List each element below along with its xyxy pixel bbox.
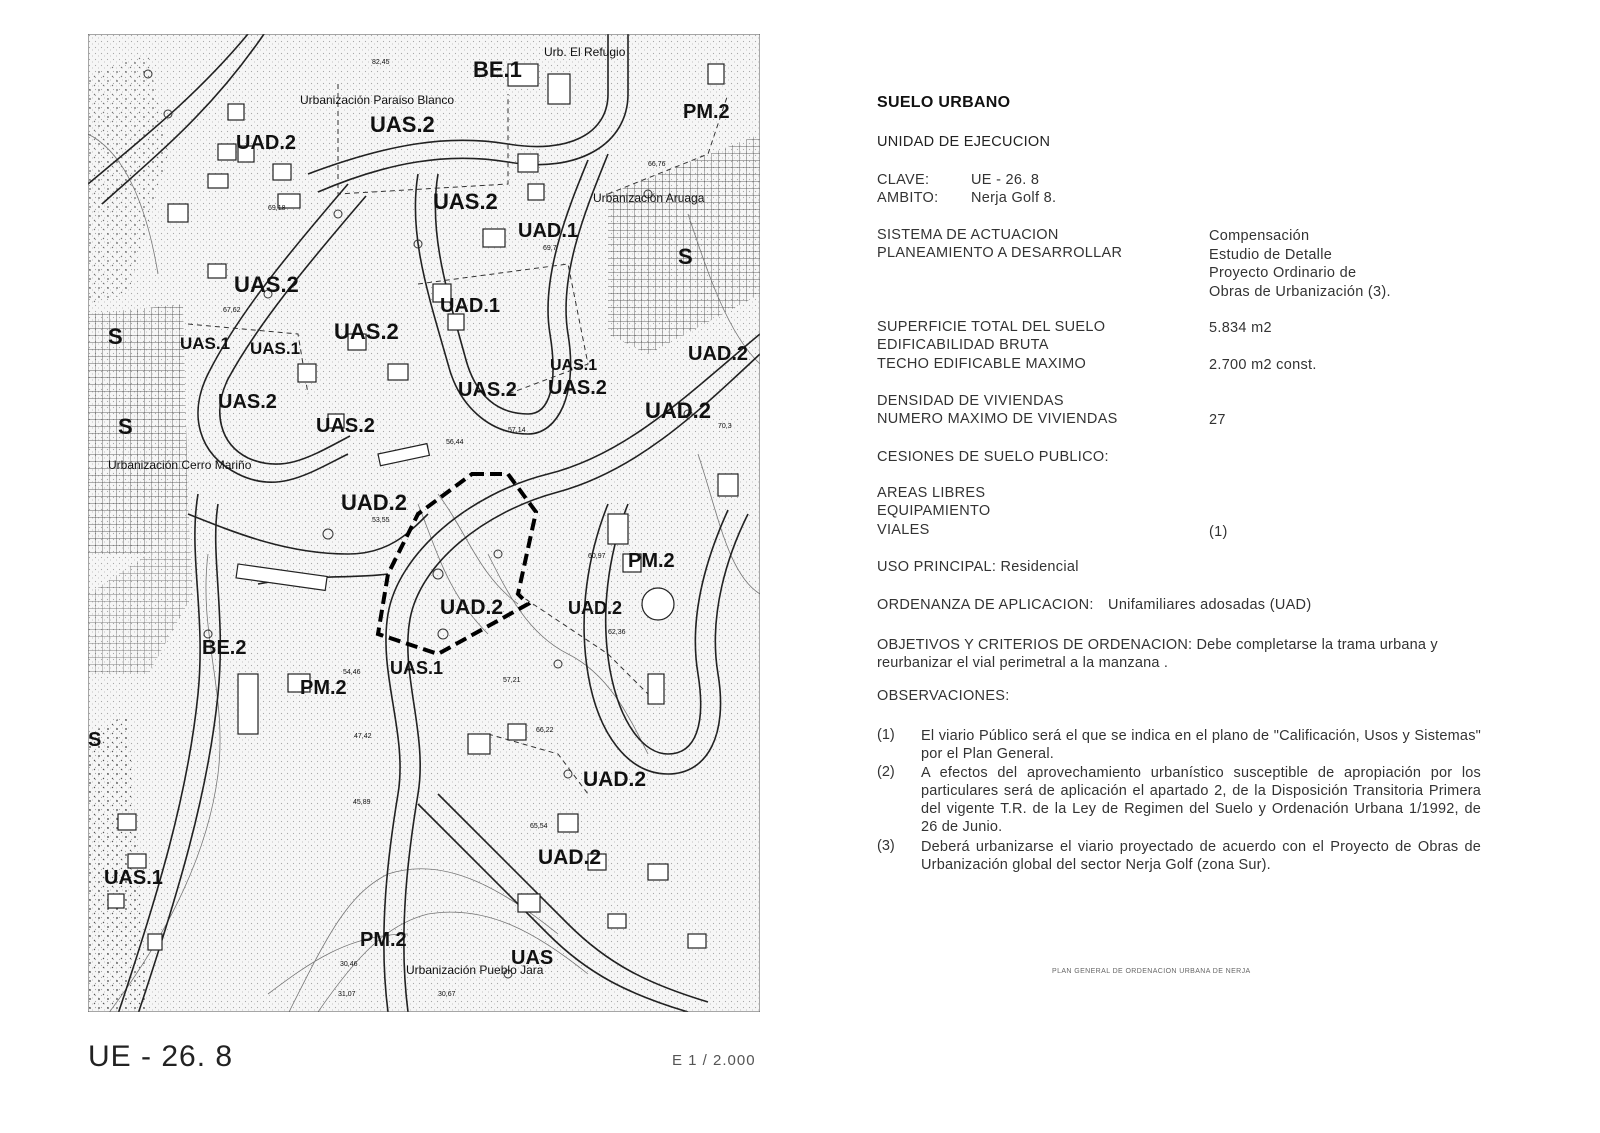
zone-label: PM.2 <box>300 677 347 699</box>
elevation: 69,18 <box>268 205 286 212</box>
zone-label: UAS.2 <box>218 391 277 413</box>
zone-label: UAD.2 <box>583 768 647 791</box>
sistema-label: SISTEMA DE ACTUACION <box>877 227 1059 243</box>
ordenanza-label: ORDENANZA DE APLICACION: <box>877 597 1094 613</box>
note-text: Deberá urbanizarse el viario proyectado de acuerdo con el Proyecto de Obras de Urbanización global del sector Nerja Golf (zona Sur). <box>921 839 1481 873</box>
elevation: 62,36 <box>608 629 626 636</box>
viales-value: (1) <box>1209 524 1228 540</box>
zone-label: S <box>678 244 693 269</box>
zone-label: UAS.1 <box>550 357 598 374</box>
zone-label: UAS.1 <box>250 339 301 358</box>
section-subtitle: UNIDAD DE EJECUCION <box>877 134 1051 150</box>
zone-label: UAD.2 <box>645 398 712 423</box>
planeamiento-label: PLANEAMIENTO A DESARROLLAR <box>877 245 1123 261</box>
ambito-label: AMBITO: <box>877 190 939 206</box>
elevation: 82,45 <box>372 59 390 66</box>
techo-label: TECHO EDIFICABLE MAXIMO <box>877 356 1087 372</box>
elevation: 67,62 <box>223 307 241 314</box>
planeamiento-value-2: Proyecto Ordinario de <box>1209 265 1357 281</box>
ambito-value: Nerja Golf 8. <box>971 190 1057 206</box>
place-name: Urbanización Paraiso Blanco <box>300 93 455 107</box>
zone-label: UAS.2 <box>548 377 607 399</box>
zone-label: UAS.1 <box>180 334 231 353</box>
uso-label: USO PRINCIPAL: <box>877 559 997 575</box>
clave-value: UE - 26. 8 <box>971 172 1040 188</box>
elevation: 66,76 <box>648 161 666 168</box>
note-number: (1) <box>877 727 895 743</box>
place-name: Urbanización Pueblo Jara <box>406 963 544 977</box>
elevation: 53,55 <box>372 517 390 524</box>
viales-label: VIALES <box>877 522 930 538</box>
zone-label: UAS.2 <box>433 189 498 214</box>
zone-label: UAS.1 <box>104 867 163 889</box>
cesiones-label: CESIONES DE SUELO PUBLICO: <box>877 449 1109 465</box>
elevation: 60,97 <box>588 553 606 560</box>
zone-label: UAS <box>511 947 554 969</box>
edificabilidad-label: EDIFICABILIDAD BRUTA <box>877 337 1049 353</box>
zone-label: S <box>118 414 133 439</box>
techo-value: 2.700 m2 const. <box>1209 357 1317 373</box>
zone-label: PM.2 <box>628 550 675 572</box>
equipamiento-label: EQUIPAMIENTO <box>877 503 991 519</box>
zone-label: UAD.2 <box>440 596 504 619</box>
planeamiento-value-1: Estudio de Detalle <box>1209 247 1333 263</box>
sistema-value: Compensación <box>1209 228 1310 244</box>
map-drawing <box>88 34 760 1012</box>
zone-label: BE.2 <box>202 637 247 659</box>
note-text: El viario Público será el que se indica en el plano de "Calificación, Usos y Sistemas" por el Plan General. <box>921 728 1481 762</box>
objetivos-label: OBJETIVOS Y CRITERIOS DE ORDENACION: <box>877 637 1193 653</box>
zone-label: PM.2 <box>360 929 407 951</box>
zone-label: UAD.1 <box>440 295 501 317</box>
zone-label: UAD.2 <box>341 490 408 515</box>
zone-label: UAS.2 <box>316 415 375 437</box>
elevation: 47,42 <box>354 733 372 740</box>
observaciones-label: OBSERVACIONES: <box>877 688 1010 704</box>
zone-label: UAD.2 <box>236 132 297 154</box>
superficie-label: SUPERFICIE TOTAL DEL SUELO <box>877 319 1106 335</box>
densidad-label: DENSIDAD DE VIVIENDAS <box>877 393 1064 409</box>
section-title: SUELO URBANO <box>877 94 1011 111</box>
zone-label: S <box>88 729 102 751</box>
elevation: 45,89 <box>353 799 371 806</box>
document-footer: PLAN GENERAL DE ORDENACION URBANA DE NERJA <box>1052 968 1251 975</box>
areas-label: AREAS LIBRES <box>877 485 986 501</box>
zone-s-grid-left <box>88 304 188 554</box>
note-text: A efectos del aprovechamiento urbanístico susceptible de apropiación por los particulares será de aplicación el apartado 2, de la Disposición Transitoria Primera del vigente T.R. de la Ley de Regimen del Suelo y Ordenación Urbana 1/1992, de 26 de Junio. <box>921 765 1481 835</box>
numero-label: NUMERO MAXIMO DE VIVIENDAS <box>877 411 1118 427</box>
place-name: Urbanización Cerro Mariño <box>108 458 252 472</box>
elevation: 57,14 <box>508 427 526 434</box>
urban-plan-map <box>88 34 760 1012</box>
elevation: 31,07 <box>338 991 356 998</box>
elevation: 57,21 <box>503 677 521 684</box>
zone-label: UAD.2 <box>568 598 623 618</box>
place-name: Urbanización Aruaga <box>593 191 705 205</box>
place-name: Urb. El Refugio <box>544 45 626 59</box>
uso-value: Residencial <box>1000 559 1079 575</box>
zone-label: BE.1 <box>473 57 522 82</box>
zone-label: UAD.2 <box>688 343 749 365</box>
zone-label: UAS.2 <box>334 319 399 344</box>
zone-label: PM.2 <box>683 101 730 123</box>
elevation: 66,22 <box>536 727 554 734</box>
map-scale: E 1 / 2.000 <box>672 1052 756 1069</box>
ordenanza-value: Unifamiliares adosadas (UAD) <box>1108 597 1312 613</box>
clave-label: CLAVE: <box>877 172 930 188</box>
zone-label: UAD.1 <box>518 220 579 242</box>
zone-label: UAD.2 <box>538 846 602 869</box>
elevation: 65,54 <box>530 823 548 830</box>
elevation: 54,46 <box>343 669 361 676</box>
note-number: (2) <box>877 764 895 780</box>
objetivos-value: Debe completarse la trama urbana y reurbanizar el vial perimetral a la manzana . <box>877 637 1438 671</box>
map-code: UE - 26. 8 <box>88 1040 234 1073</box>
elevation: 30,46 <box>340 961 358 968</box>
numero-value: 27 <box>1209 412 1226 428</box>
elevation: 56,44 <box>446 439 464 446</box>
elevation: 30,67 <box>438 991 456 998</box>
elevation: 69,7 <box>543 245 557 252</box>
zone-label: UAS.2 <box>370 112 435 137</box>
superficie-value: 5.834 m2 <box>1209 320 1272 336</box>
elevation: 70,3 <box>718 423 732 430</box>
zone-label: UAS.2 <box>458 379 517 401</box>
zone-label: S <box>108 324 123 349</box>
note-number: (3) <box>877 838 895 854</box>
zone-label: UAS.1 <box>390 658 444 678</box>
planeamiento-value-3: Obras de Urbanización (3). <box>1209 284 1391 300</box>
zone-label: UAS.2 <box>234 272 299 297</box>
